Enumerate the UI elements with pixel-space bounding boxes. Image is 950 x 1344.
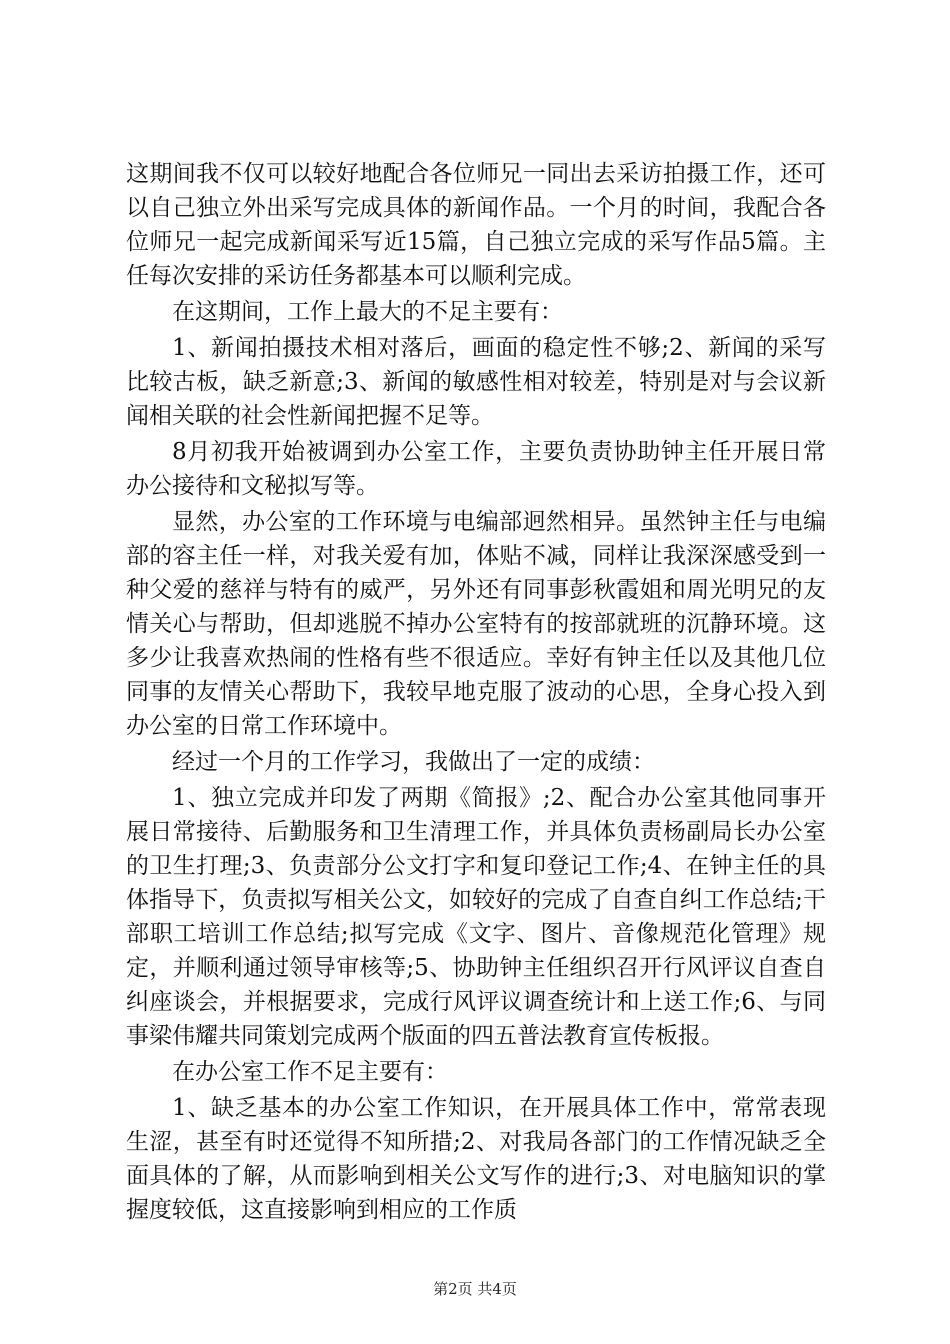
body-paragraph: 1、独立完成并印发了两期《简报》;2、配合办公室其他同事开展日常接待、后勤服务和卫生清理工作，并具体负责杨副局长办公室的卫生打理;3、负责部分公文打字和复印登记工作;4、在钟主任的具体指导下，负责拟写相关公文，如较好的完成了自查自纠工作总结;干部职工培训工作总结;拟写完成《文字、图片、音像规范化管理》规定，并顺利通过领导审核等;5、协助钟主任组织召开行风评议自查自纠座谈会，并根据要求，完成行风评议调查统计和上送工作;6、与同事梁伟耀共同策划完成两个版面的四五普法教育宣传板报。 xyxy=(126,785,826,1049)
body-paragraph: 1、新闻拍摄技术相对落后，画面的稳定性不够;2、新闻的采写比较古板，缺乏新意;3、新闻的敏感性相对较差，特别是对与会议新闻相关联的社会性新闻把握不足等。 xyxy=(126,335,826,429)
body-paragraph: 1、缺乏基本的办公室工作知识，在开展具体工作中，常常表现生涩，甚至有时还觉得不知所措;2、对我局各部门的工作情况缺乏全面具体的了解，从而影响到相关公文写作的进行;3、对电脑知识的掌握度较低，这直接影响到相应的工作质 xyxy=(126,1095,826,1223)
body-paragraph: 经过一个月的工作学习，我做出了一定的成绩： xyxy=(172,749,655,775)
body-paragraph: 在这期间，工作上最大的不足主要有： xyxy=(172,299,563,325)
body-paragraph: 这期间我不仅可以较好地配合各位师兄一同出去采访拍摄工作，还可以自己独立外出采写完成具体的新闻作品。一个月的时间，我配合各位师兄一起完成新闻采写近15篇，自己独立完成的采写作品5篇。主任每次安排的采访任务都基本可以顺利完成。 xyxy=(126,161,826,289)
body-paragraph: 8月初我开始被调到办公室工作，主要负责协助钟主任开展日常办公接待和文秘拟写等。 xyxy=(126,439,826,499)
document-body xyxy=(126,157,826,1229)
body-paragraph: 显然，办公室的工作环境与电编部迥然相异。虽然钟主任与电编部的容主任一样，对我关爱有加，体贴不减，同样让我深深感受到一种父爱的慈祥与特有的威严，另外还有同事彭秋霞姐和周光明兄的友情关心与帮助，但却逃脱不掉办公室特有的按部就班的沉静环境。这多少让我喜欢热闹的性格有些不很适应。幸好有钟主任以及其他几位同事的友情关心帮助下，我较早地克服了波动的心思，全身心投入到办公室的日常工作环境中。 xyxy=(126,509,826,739)
body-paragraph: 在办公室工作不足主要有： xyxy=(172,1059,448,1085)
page-number-footer: 第2页 共4页 xyxy=(433,1280,517,1298)
